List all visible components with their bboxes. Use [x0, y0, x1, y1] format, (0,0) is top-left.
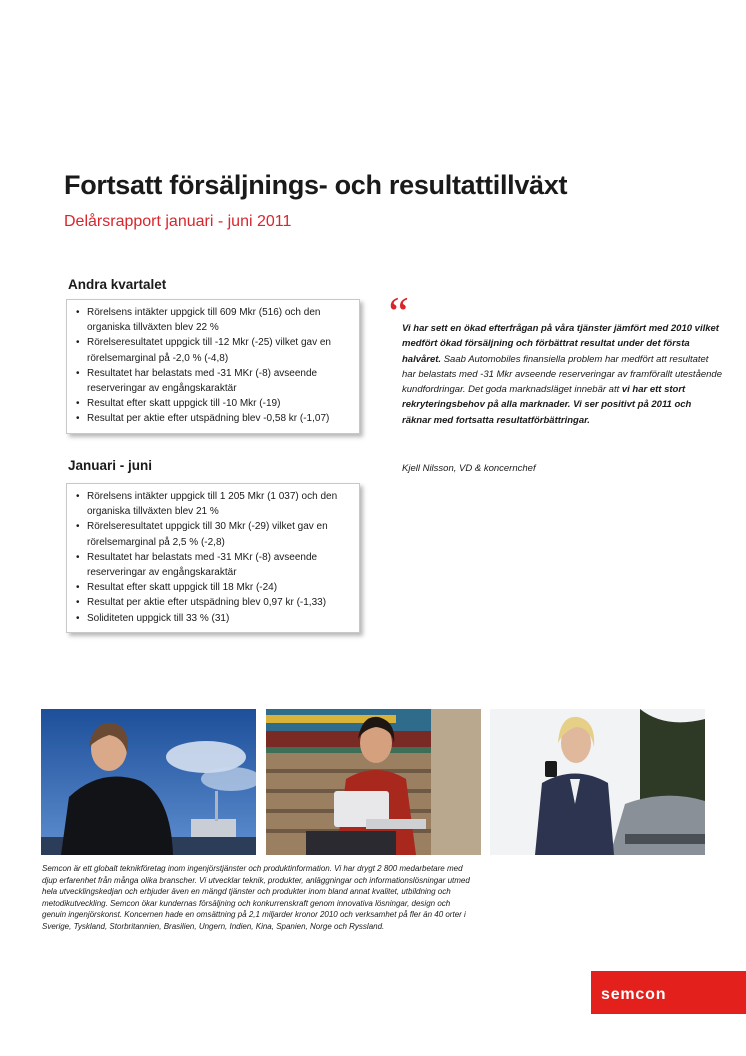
quote-text: Saab Automobiles finansiella problem har medfört att resultatet har belastats med -31 Mkr avseende reserveringar av framförallt utestående kundfordringar. Det goda marknadsläget innebär att: [402, 353, 722, 396]
photo-woman-laptop: [266, 709, 481, 855]
ceo-quote: [402, 321, 722, 428]
list-item: • Soliditeten uppgick till 33 % (31): [75, 611, 351, 626]
list-item: • Resultatet har belastats med -31 MKr (-8) avseende reserveringar av engångskaraktär: [75, 550, 351, 580]
quote-mark: “: [384, 287, 410, 338]
list-item: • Resultat efter skatt uppgick till -10 Mkr (-19): [75, 396, 351, 411]
quarter-list: [75, 305, 351, 427]
quote-bold-text: Vi har sett en ökad efterfrågan på våra tjänster jämfört med 2010 vilket medfört ökad försäljning och förbättrat resultat under det första halvåret.: [402, 323, 719, 365]
page-title: Fortsatt försäljnings- och resultattillväxt: [64, 170, 568, 200]
quarter-summary-box: [66, 299, 360, 434]
quote-author: Kjell Nilsson, VD & koncernchef: [402, 463, 536, 474]
page-subtitle: Delårsrapport januari - juni 2011: [64, 213, 292, 230]
photo-woman-sky: [41, 709, 256, 855]
list-item: • Resultatet har belastats med -31 MKr (-8) avseende reserveringar av engångskaraktär: [75, 366, 351, 396]
list-item: • Rörelseresultatet uppgick till -12 Mkr (-25) vilket gav en rörelsemarginal på -2,0 % (-4,8): [75, 335, 351, 365]
list-item: • Rörelsens intäkter uppgick till 1 205 Mkr (1 037) och den organiska tillväxten blev 21 %: [75, 489, 351, 519]
quote-bold-text-2: vi har ett stort rekryteringsbehov på alla marknader. Vi ser positivt på 2011 och räknar med fortsatta resultatförbättringar.: [402, 384, 692, 426]
list-item: • Rörelseresultatet uppgick till 30 Mkr (-29) vilket gav en rörelsemarginal på 2,5 % (-2,8): [75, 519, 351, 549]
quarter-heading: Andra kvartalet: [68, 277, 167, 292]
company-description: Semcon är ett globalt teknikföretag inom ingenjörstjänster och produktinformation. Vi har drygt 2 800 medarbetare med djup erfarenhet från många olika branscher. Vi utvecklar teknik, produkter, anläggningar och informationslösningar utmed hela utvecklingskedjan och erbjuder även en mängd tjänster och produkter inom bland annat kvalitet, utbildning och metodikutveckling. Semcon ökar kundernas försäljning och konkurrenskraft genom innovativa lösningar, design och genuin ingenjörskonst. Koncernen hade en omsättning på 2,1 miljarder kronor 2010 och verksamhet på fler än 40 orter i Sverige, Tyskland, Storbritannien, Brasilien, Ungern, Indien, Kina, Spanien, Norge och Ryssland.: [42, 864, 470, 931]
half-year-list: [75, 489, 351, 626]
list-item: • Resultat per aktie efter utspädning blev 0,97 kr (-1,33): [75, 595, 351, 610]
logo-text: semcon: [601, 986, 667, 1003]
half-year-heading: Januari - juni: [68, 458, 153, 473]
list-item: • Resultat per aktie efter utspädning blev -0,58 kr (-1,07): [75, 411, 351, 426]
list-item: • Resultat efter skatt uppgick till 18 Mkr (-24): [75, 580, 351, 595]
list-item: • Rörelsens intäkter uppgick till 609 Mkr (516) och den organiska tillväxten blev 22 %: [75, 305, 351, 335]
photo-woman-phone: [490, 709, 705, 855]
half-year-summary-box: [66, 483, 360, 633]
